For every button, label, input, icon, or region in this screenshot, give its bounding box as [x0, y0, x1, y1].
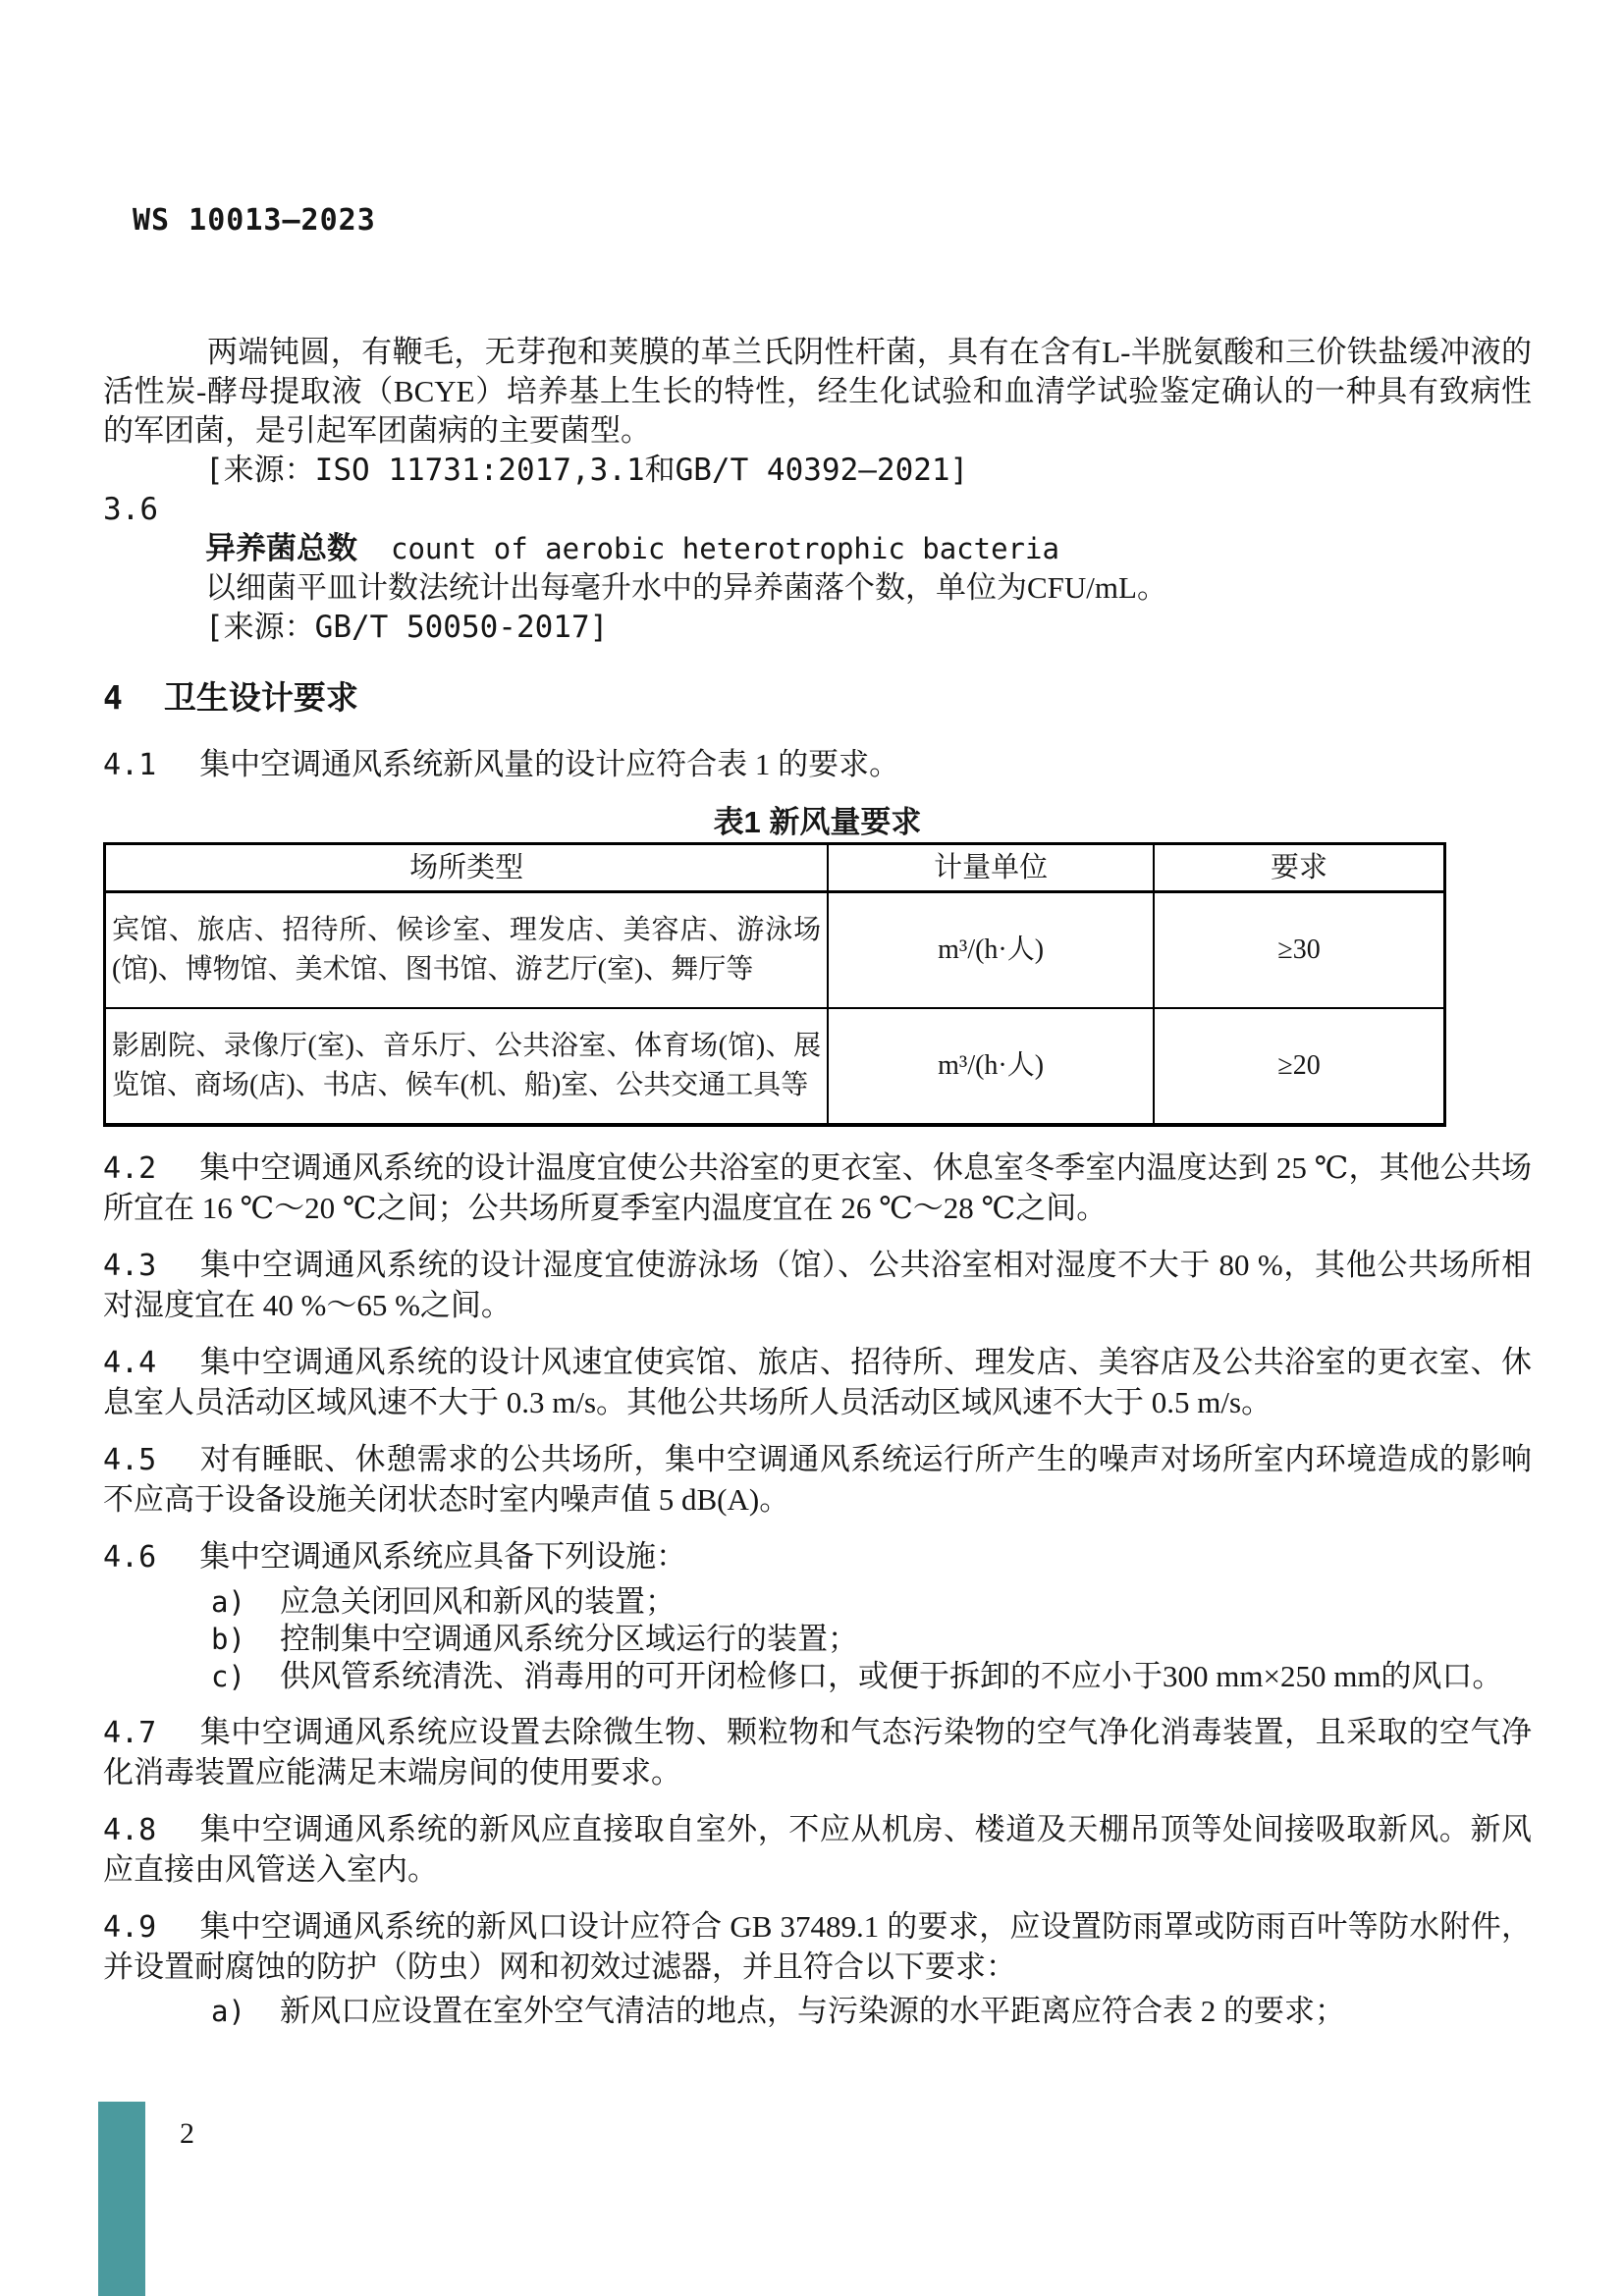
standard-code: WS 10013—2023	[133, 203, 376, 238]
clause-4-7-number: 4.7	[103, 1716, 157, 1750]
clause-4-6	[103, 1537, 1532, 1577]
list-marker: b)	[211, 1623, 245, 1656]
clause-number-3-6: 3.6	[103, 492, 158, 527]
term-definition: 以细菌平皿计数法统计出每毫升水中的异养菌落个数，单位为CFU/mL。	[205, 570, 1167, 605]
clause-4-6-items	[103, 1583, 1532, 1695]
table-1-fresh-air-requirements	[103, 842, 1446, 1127]
clause-4-1	[103, 745, 1532, 785]
list-item-text: 供风管系统清洗、消毒用的可开闭检修口，或便于拆卸的不应小于300 mm×250 mm的风口。	[280, 1659, 1503, 1693]
list-item-text: 控制集中空调通风系统分区域运行的装置；	[280, 1622, 858, 1656]
clause-4-5-number: 4.5	[103, 1443, 157, 1477]
clause-4-9-text: 集中空调通风系统的新风口设计应符合 GB 37489.1 的要求，应设置防雨罩或防雨百叶等防水附件，并设置耐腐蚀的防护（防虫）网和初效过滤器，并且符合以下要求：	[103, 1909, 1532, 1984]
table-cell-unit: m³/(h·人)	[827, 1009, 1153, 1123]
source-note-2: [来源：GB/T 50050-2017]	[205, 610, 609, 645]
clause-4-6-text: 集中空调通风系统应具备下列设施：	[199, 1539, 687, 1574]
list-item-a	[103, 1583, 1532, 1621]
clause-4-9	[103, 1907, 1532, 1987]
table-cell-place: 宾馆、旅店、招待所、候诊室、理发店、美容店、游泳场(馆)、博物馆、美术馆、图书馆、游艺厅(室)、舞厅等	[112, 915, 822, 985]
list-item-b	[103, 1621, 1532, 1658]
legionella-definition-paragraph: 两端钝圆，有鞭毛，无芽孢和荚膜的革兰氏阴性杆菌，具有在含有L-半胱氨酸和三价铁盐缓冲液的活性炭-酵母提取液（BCYE）培养基上生长的特性，经生化试验和血清学试验鉴定确认的一种具有致病性的军团菌，是引起军团菌病的主要菌型。	[103, 335, 1532, 448]
clause-4-8	[103, 1810, 1532, 1890]
table-cell-unit: m³/(h·人)	[827, 893, 1153, 1007]
clause-4-9-items	[103, 1993, 1532, 2030]
corner-color-mark	[98, 2102, 145, 2296]
clause-4-8-number: 4.8	[103, 1813, 157, 1847]
clause-4-4-text: 集中空调通风系统的设计风速宜使宾馆、旅店、招待所、理发店、美容店及公共浴室的更衣室、休息室人员活动区域风速不大于 0.3 m/s。其他公共场所人员活动区域风速不大于 0.5 m/s。	[103, 1345, 1532, 1419]
clause-4-3	[103, 1246, 1532, 1325]
clause-4-2-number: 4.2	[103, 1151, 157, 1186]
term-english: count of aerobic heterotrophic bacteria	[391, 532, 1059, 565]
section-4-title: 卫生设计要求	[163, 679, 358, 716]
section-4-number: 4	[103, 678, 123, 717]
clause-4-9-number: 4.9	[103, 1910, 157, 1945]
clause-4-5-text: 对有睡眠、休憩需求的公共场所，集中空调通风系统运行所产生的噪声对场所室内环境造成的影响不应高于设备设施关闭状态时室内噪声值 5 dB(A)。	[103, 1442, 1532, 1517]
table-header-requirement: 要求	[1153, 845, 1443, 890]
clause-4-2	[103, 1148, 1532, 1228]
list-item-text: 新风口应设置在室外空气清洁的地点，与污染源的水平距离应符合表 2 的要求；	[280, 1994, 1345, 2028]
clause-4-5	[103, 1440, 1532, 1520]
table-cell-requirement: ≥20	[1153, 1009, 1443, 1123]
table-cell-place: 影剧院、录像厅(室)、音乐厅、公共浴室、体育场(馆)、展览馆、商场(店)、书店、候车(机、船)室、公共交通工具等	[112, 1031, 822, 1100]
table-header-place-type: 场所类型	[409, 852, 524, 883]
clause-4-4	[103, 1343, 1532, 1422]
list-marker: a)	[211, 1995, 245, 2028]
clause-4-3-text: 集中空调通风系统的设计湿度宜使游泳场（馆）、公共浴室相对湿度不大于 80 %，其他公共场所相对湿度宜在 40 %～65 %之间。	[103, 1248, 1532, 1322]
clause-4-2-text: 集中空调通风系统的设计温度宜使公共浴室的更衣室、休息室冬季室内温度达到 25 ℃，其他公共场所宜在 16 ℃～20 ℃之间；公共场所夏季室内温度宜在 26 ℃～28 ℃之间。	[103, 1150, 1532, 1225]
clause-4-6-number: 4.6	[103, 1540, 157, 1575]
clause-4-7-text: 集中空调通风系统应设置去除微生物、颗粒物和气态污染物的空气净化消毒装置，且采取的空气净化消毒装置应能满足末端房间的使用要求。	[103, 1715, 1532, 1789]
clause-4-8-text: 集中空调通风系统的新风应直接取自室外，不应从机房、楼道及天棚吊顶等处间接吸取新风。新风应直接由风管送入室内。	[103, 1812, 1532, 1887]
table-cell-requirement: ≥30	[1153, 893, 1443, 1007]
clause-4-4-number: 4.4	[103, 1346, 157, 1380]
table-1-title: 表1 新风量要求	[713, 805, 922, 839]
list-marker: c)	[211, 1660, 245, 1693]
table-row	[106, 893, 1443, 1007]
list-item-c	[103, 1658, 1532, 1695]
table-header-row	[106, 845, 1443, 893]
page-content	[103, 0, 1532, 2048]
table-row	[106, 1007, 1443, 1123]
term-line	[103, 529, 1532, 568]
clause-4-7	[103, 1713, 1532, 1792]
list-item-text: 应急关闭回风和新风的装置；	[280, 1584, 676, 1619]
page-number: 2	[180, 2117, 194, 2150]
clause-4-1-number: 4.1	[103, 748, 157, 782]
clause-4-1-text: 集中空调通风系统新风量的设计应符合表 1 的要求。	[199, 747, 900, 781]
section-4-heading	[103, 676, 1532, 720]
source-note-1: [来源：ISO 11731:2017,3.1和GB/T 40392—2021]	[205, 453, 969, 488]
term-chinese: 异养菌总数	[205, 531, 357, 565]
list-item-a	[103, 1993, 1532, 2030]
clause-4-3-number: 4.3	[103, 1249, 157, 1283]
table-header-unit: 计量单位	[827, 845, 1153, 890]
list-marker: a)	[211, 1585, 245, 1619]
